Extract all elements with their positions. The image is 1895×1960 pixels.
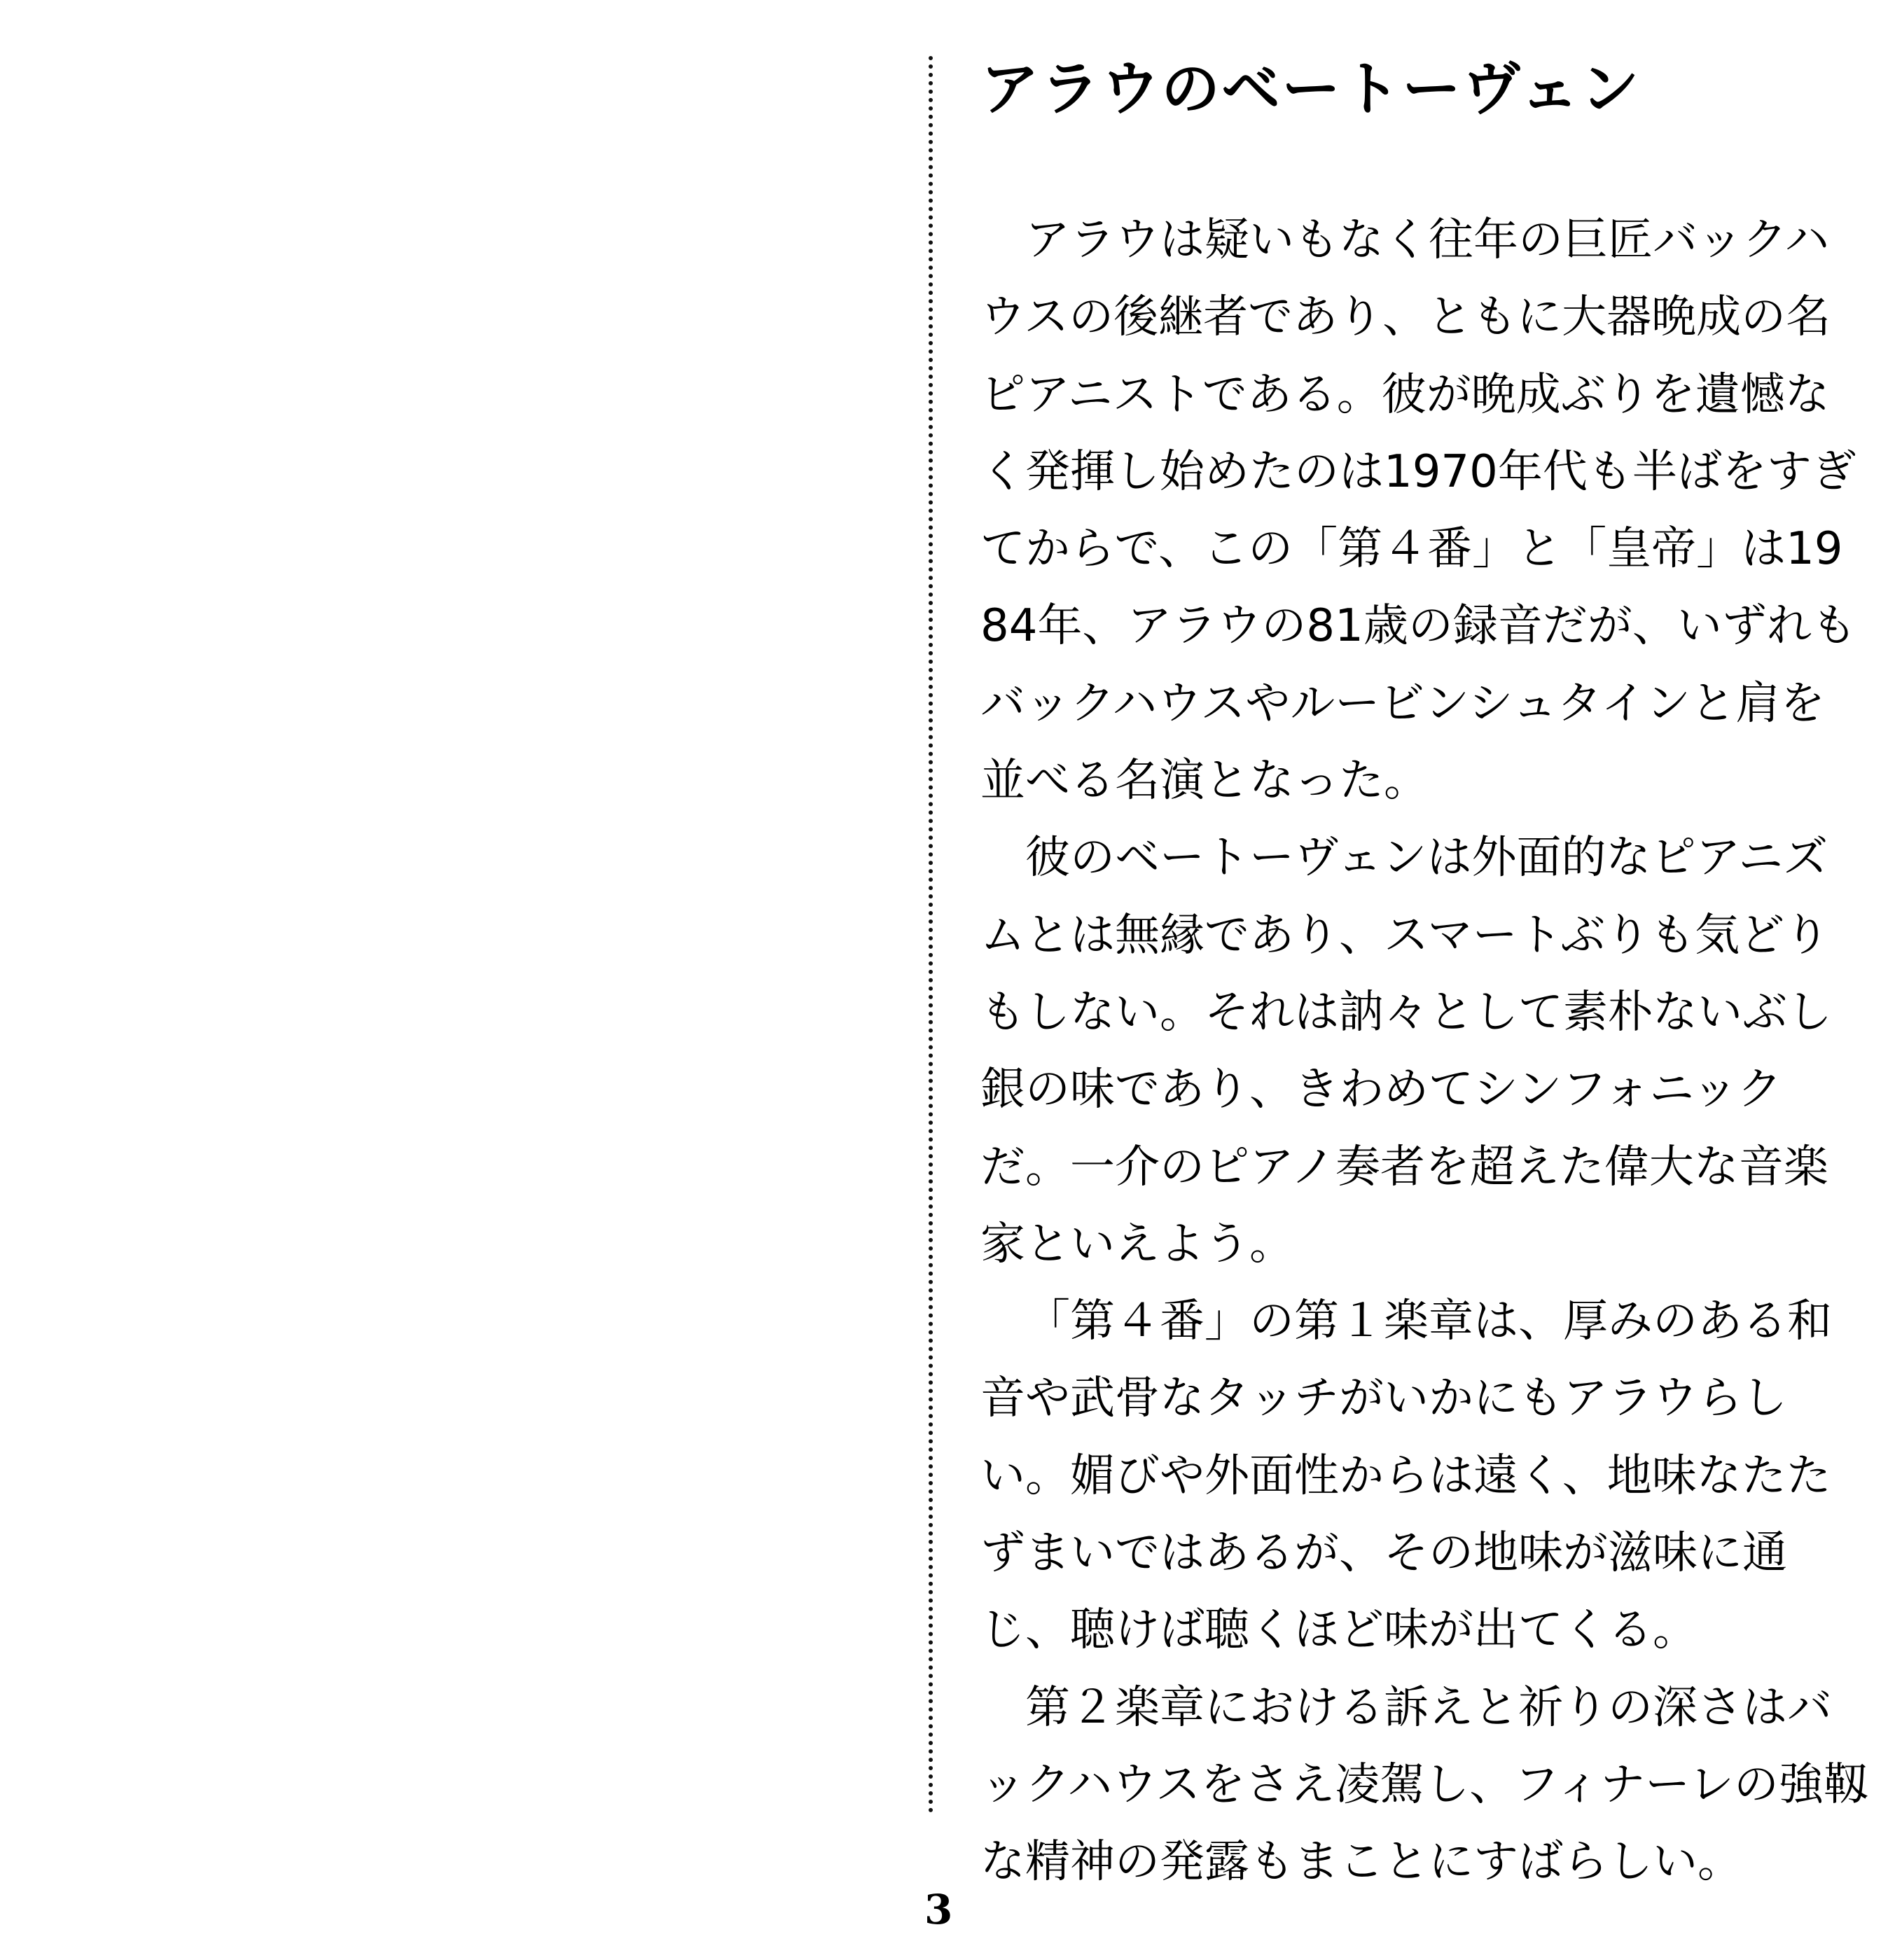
paragraph-1: アラウは疑いもなく往年の巨匠バックハウスの後継者であり、ともに大器晩成の名ピアニストである。彼が晩成ぶりを遺憾なく発揮し始めたのは1970年代も半ばをすぎてからで、この「第４番」と「皇帝」は1984年、アラウの81歳の録音だが、いずれもバックハウスやルービンシュタインと肩を並べる名演となった。 (980, 214, 1856, 807)
page-number: 3 (924, 1886, 953, 1933)
paragraph-3: 「第４番」の第１楽章は、厚みのある和音や武骨なタッチがいかにもアラウらしい。媚びや外面性からは遠く、地味なたたずまいではあるが、その地味が滋味に通じ、聴けば聴くほど味が出てくる。 (980, 1295, 1832, 1657)
article-title: アラウのベートーヴェン (980, 54, 1641, 123)
article-body (980, 202, 1870, 1901)
paragraph-4: 第２楽章における訴えと祈りの深さはバックハウスをさえ凌駕し、フィナーレの強靱な精神の発露もまことにすばらしい。 (980, 1681, 1868, 1889)
dotted-divider (929, 56, 933, 1814)
paragraph-2: 彼のベートーヴェンは外面的なピアニズムとは無縁であり、スマートぶりも気どりもしない。それは訥々として素朴ないぶし銀の味であり、きわめてシンフォニックだ。一介のピアノ奏者を超えた偉大な音楽家といえよう。 (980, 832, 1832, 1270)
